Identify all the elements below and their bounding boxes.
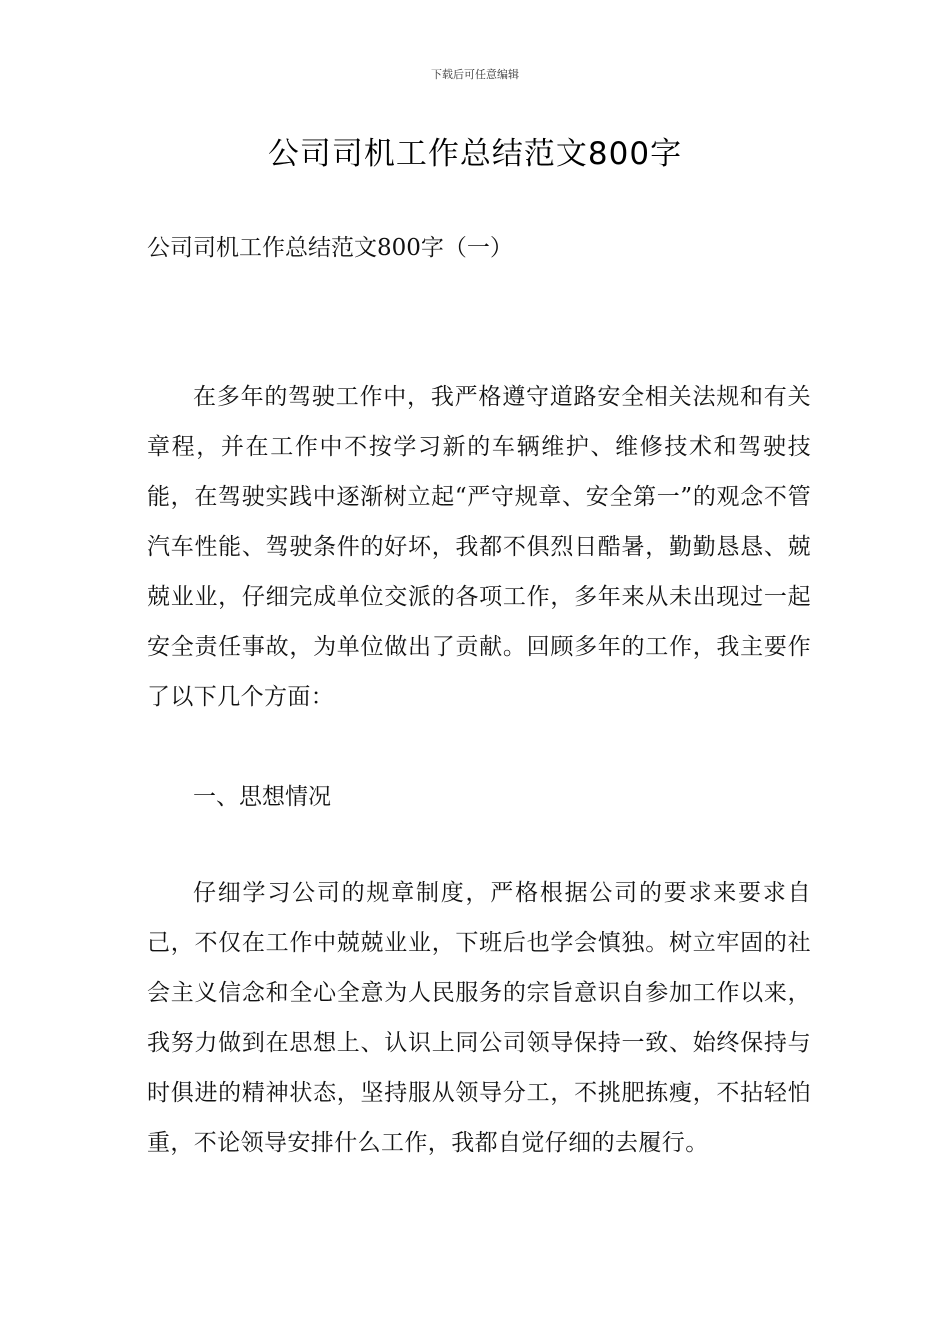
header-note: 下载后可任意编辑: [431, 68, 519, 81]
document-title: 公司司机工作总结范文800字: [267, 136, 683, 172]
paragraph-intro: 在多年的驾驶工作中，我严格遵守道路安全相关法规和有关章程，并在工作中不按学习新的车辆维护、维修技术和驾驶技能，在驾驶实践中逐渐树立起“严守规章、安全第一”的观念不管汽车性能、驾驶条件的好坏，我都不俱烈日酷暑，勤勤恳恳、兢兢业业，仔细完成单位交派的各项工作，多年来从未出现过一起安全责任事故，为单位做出了贡献。回顾多年的工作，我主要作了以下几个方面：: [147, 384, 811, 710]
document-subtitle: 公司司机工作总结范文800字（一）: [147, 235, 513, 261]
section-heading-thought: 一、思想情况: [193, 784, 331, 810]
paragraph-thought: 仔细学习公司的规章制度，严格根据公司的要求来要求自己，不仅在工作中兢兢业业，下班后也学会慎独。树立牢固的社会主义信念和全心全意为人民服务的宗旨意识自参加工作以来，我努力做到在思想上、认识上同公司领导保持一致、始终保持与时俱进的精神状态，坚持服从领导分工，不挑肥拣瘦，不拈轻怕重，不论领导安排什么工作，我都自觉仔细的去履行。: [147, 880, 811, 1156]
